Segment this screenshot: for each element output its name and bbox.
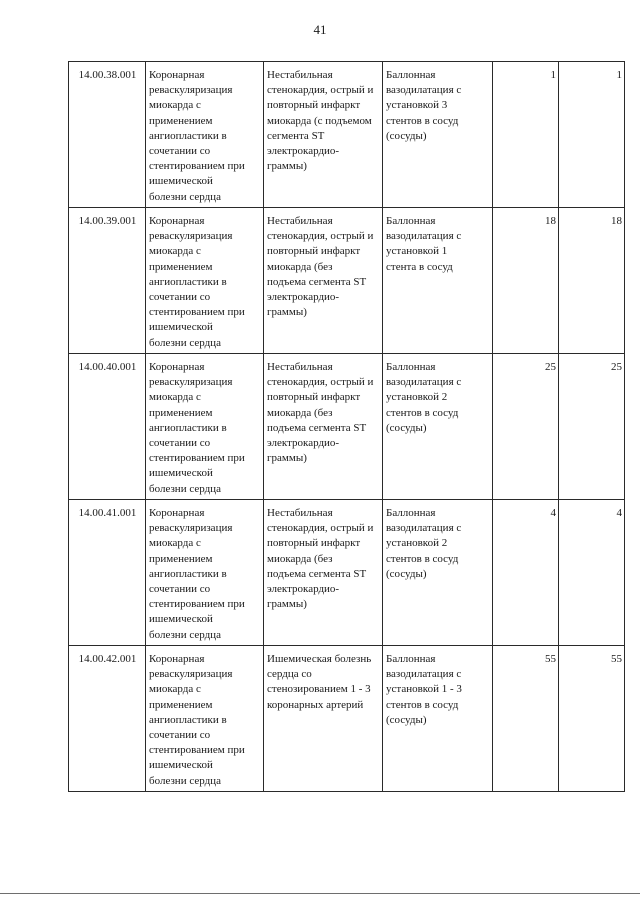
code-text: 14.00.41.001 [78, 507, 137, 519]
table-row [69, 500, 625, 646]
diagnosis-text: Нестабильная стенокардия, острый и повторный инфаркт миокарда (без подъема сегмента ST электрокардио- граммы) [267, 215, 374, 319]
procedure-name-cell [146, 208, 264, 354]
value1-text: 25 [545, 361, 556, 373]
procedure-name-text: Коронарная реваскуляризация миокарда с применением ангиопластики в сочетании со стентированием при ишемической болезни сердца [149, 361, 245, 495]
table-row [69, 62, 625, 208]
diagnosis-cell [264, 500, 383, 646]
value1-text: 4 [550, 507, 556, 519]
value1-text: 18 [545, 215, 556, 227]
diagnosis-cell [264, 646, 383, 792]
procedures-table [68, 61, 625, 792]
table-row [69, 646, 625, 792]
code-text: 14.00.39.001 [78, 215, 137, 227]
value2-text: 25 [611, 361, 622, 373]
procedure-name-cell [146, 354, 264, 500]
value2-text: 55 [611, 653, 622, 665]
procedure-name-text: Коронарная реваскуляризация миокарда с применением ангиопластики в сочетании со стентированием при ишемической болезни сердца [149, 507, 245, 641]
page-number: 41 [313, 22, 327, 37]
code-cell [69, 646, 146, 792]
procedure-name-text: Коронарная реваскуляризация миокарда с применением ангиопластики в сочетании со стентированием при ишемической болезни сердца [149, 653, 245, 787]
code-cell [69, 500, 146, 646]
method-cell [383, 208, 493, 354]
method-text: Баллонная вазодилатация с установкой 2 стентов в сосуд (сосуды) [386, 507, 462, 580]
method-cell [383, 646, 493, 792]
procedure-name-cell [146, 500, 264, 646]
value2-cell [559, 500, 625, 646]
value2-text: 1 [616, 69, 622, 81]
diagnosis-text: Нестабильная стенокардия, острый и повторный инфаркт миокарда (с подъемом сегмента ST электрокардио- граммы) [267, 69, 374, 173]
value2-cell [559, 62, 625, 208]
diagnosis-cell [264, 62, 383, 208]
value1-cell [493, 500, 559, 646]
value1-text: 1 [550, 69, 556, 81]
method-text: Баллонная вазодилатация с установкой 1 стента в сосуд [386, 215, 462, 273]
value2-cell [559, 354, 625, 500]
code-text: 14.00.42.001 [78, 653, 137, 665]
value2-cell [559, 208, 625, 354]
value1-cell [493, 354, 559, 500]
value1-cell [493, 208, 559, 354]
diagnosis-cell [264, 208, 383, 354]
method-cell [383, 62, 493, 208]
diagnosis-text: Нестабильная стенокардия, острый и повторный инфаркт миокарда (без подъема сегмента ST электрокардио- граммы) [267, 361, 374, 465]
method-cell [383, 354, 493, 500]
procedure-name-text: Коронарная реваскуляризация миокарда с применением ангиопластики в сочетании со стентированием при ишемической болезни сердца [149, 69, 245, 203]
code-cell [69, 208, 146, 354]
diagnosis-text: Ишемическая болезнь сердца со стенозированием 1 - 3 коронарных артерий [267, 653, 372, 711]
code-cell [69, 354, 146, 500]
method-text: Баллонная вазодилатация с установкой 2 стентов в сосуд (сосуды) [386, 361, 462, 434]
table-row [69, 208, 625, 354]
procedure-name-cell [146, 62, 264, 208]
code-text: 14.00.40.001 [78, 361, 137, 373]
procedure-name-text: Коронарная реваскуляризация миокарда с применением ангиопластики в сочетании со стентированием при ишемической болезни сердца [149, 215, 245, 349]
value2-text: 18 [611, 215, 622, 227]
method-text: Баллонная вазодилатация с установкой 1 - 3 стентов в сосуд (сосуды) [386, 653, 462, 726]
code-text: 14.00.38.001 [78, 69, 137, 81]
method-text: Баллонная вазодилатация с установкой 3 стентов в сосуд (сосуды) [386, 69, 462, 142]
procedure-name-cell [146, 646, 264, 792]
value2-text: 4 [616, 507, 622, 519]
value2-cell [559, 646, 625, 792]
value1-cell [493, 646, 559, 792]
value1-cell [493, 62, 559, 208]
method-cell [383, 500, 493, 646]
code-cell [69, 62, 146, 208]
diagnosis-text: Нестабильная стенокардия, острый и повторный инфаркт миокарда (без подъема сегмента ST электрокардио- граммы) [267, 507, 374, 611]
page-bottom-rule [0, 893, 640, 894]
table-row [69, 354, 625, 500]
value1-text: 55 [545, 653, 556, 665]
diagnosis-cell [264, 354, 383, 500]
